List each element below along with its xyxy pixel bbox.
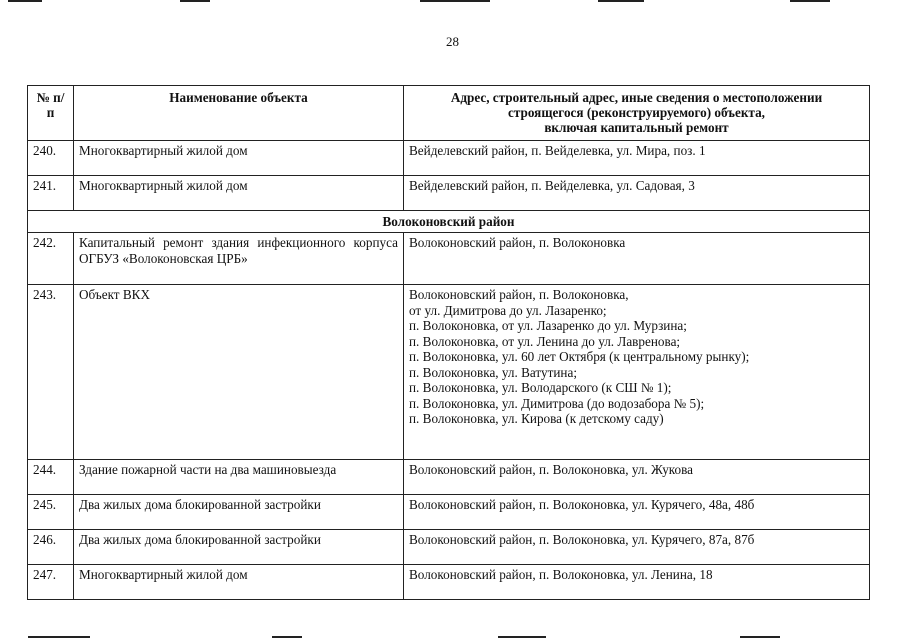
row-number: 246. <box>28 530 74 565</box>
address-line: п. Волоконовка, от ул. Лазаренко до ул. Мурзина; <box>409 318 687 333</box>
table-header-row <box>28 86 870 141</box>
row-object-name: Капитальный ремонт здания инфекционного корпуса ОГБУЗ «Волоконовская ЦРБ» <box>74 233 404 285</box>
scan-edge-bottom-2 <box>272 636 302 638</box>
header-address-line: строящегося (реконструируемого) объекта, <box>508 105 765 120</box>
header-address <box>404 86 870 141</box>
address-line: п. Волоконовка, ул. Димитрова (до водозабора № 5); <box>409 395 705 411</box>
address-line: п. Волоконовка, от ул. Ленина до ул. Лавренова; <box>409 333 681 349</box>
scan-edge-top-4 <box>598 0 644 2</box>
table-row <box>28 460 870 495</box>
table-row <box>28 530 870 565</box>
address-line: Волоконовский район, п. Волоконовка, <box>409 287 629 302</box>
row-object-name: Объект ВКХ <box>74 285 404 460</box>
scan-edge-top-3 <box>420 0 490 2</box>
row-object-name: Многоквартирный жилой дом <box>74 565 404 600</box>
scan-edge-top-1 <box>8 0 42 2</box>
address-line: Волоконовский район, п. Волоконовка <box>409 235 626 250</box>
address-line: п. Волоконовка, ул. Володарского (к СШ № 1); <box>409 380 672 395</box>
row-number: 244. <box>28 460 74 495</box>
row-address <box>404 460 870 495</box>
table-row <box>28 176 870 211</box>
section-title: Волоконовский район <box>28 211 870 233</box>
address-line: Вейделевский район, п. Вейделевка, ул. Мира, поз. 1 <box>409 143 706 158</box>
row-number: 242. <box>28 233 74 285</box>
scan-edge-bottom-4 <box>740 636 780 638</box>
page-number: 28 <box>446 34 459 49</box>
row-number: 241. <box>28 176 74 211</box>
header-address-line: Адрес, строительный адрес, иные сведения о местоположении <box>450 90 823 105</box>
row-address <box>404 565 870 600</box>
row-object-name: Многоквартирный жилой дом <box>74 141 404 176</box>
address-line: Волоконовский район, п. Волоконовка, ул. Ленина, 18 <box>409 567 713 582</box>
address-line: Волоконовский район, п. Волоконовка, ул. Курячего, 48а, 48б <box>409 497 755 512</box>
table-row <box>28 285 870 460</box>
row-number: 243. <box>28 285 74 460</box>
address-line: Волоконовский район, п. Волоконовка, ул. Курячего, 87а, 87б <box>409 532 755 547</box>
row-object-name: Два жилых дома блокированной застройки <box>74 530 404 565</box>
address-line: Волоконовский район, п. Волоконовка, ул. Жукова <box>409 462 694 477</box>
row-number: 240. <box>28 141 74 176</box>
section-row <box>28 211 870 233</box>
objects-table <box>27 85 870 600</box>
row-address <box>404 495 870 530</box>
table-row <box>28 495 870 530</box>
header-num: № п/п <box>28 86 74 141</box>
table-row <box>28 141 870 176</box>
row-address <box>404 233 870 285</box>
row-object-name: Здание пожарной части на два машиновыезда <box>74 460 404 495</box>
row-object-name: Два жилых дома блокированной застройки <box>74 495 404 530</box>
scan-edge-top-5 <box>790 0 830 2</box>
address-line: Вейделевский район, п. Вейделевка, ул. Садовая, 3 <box>409 178 695 193</box>
scan-edge-bottom-1 <box>28 636 90 638</box>
row-number: 245. <box>28 495 74 530</box>
row-address <box>404 285 870 460</box>
row-address <box>404 530 870 565</box>
row-number: 247. <box>28 565 74 600</box>
address-line: от ул. Димитрова до ул. Лазаренко; <box>409 302 607 318</box>
scan-edge-top-2 <box>180 0 210 2</box>
address-line: п. Волоконовка, ул. Ватутина; <box>409 364 577 380</box>
address-line: п. Волоконовка, ул. 60 лет Октября (к центральному рынку); <box>409 349 750 364</box>
scan-edge-bottom-3 <box>498 636 546 638</box>
header-address-line: включая капитальный ремонт <box>544 120 729 135</box>
row-address <box>404 176 870 211</box>
header-name: Наименование объекта <box>74 86 404 141</box>
row-object-name: Многоквартирный жилой дом <box>74 176 404 211</box>
row-address <box>404 141 870 176</box>
address-line: п. Волоконовка, ул. Кирова (к детскому саду) <box>409 411 664 426</box>
table-row <box>28 233 870 285</box>
table-row <box>28 565 870 600</box>
